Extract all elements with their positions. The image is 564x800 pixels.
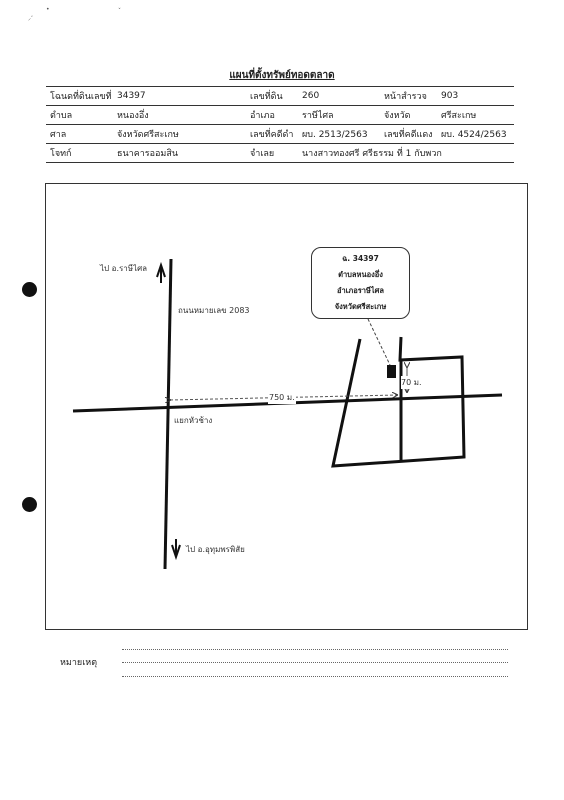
- table-row: [46, 106, 514, 125]
- property-callout: [311, 247, 410, 319]
- property-info-table: [46, 86, 514, 163]
- table-row: [46, 87, 514, 106]
- property-marker: [387, 365, 396, 378]
- info-label: โจทก์: [46, 144, 113, 163]
- info-label: เลขที่คดีดำ: [246, 125, 298, 144]
- info-label: หน้าสำรวจ: [380, 87, 437, 106]
- label-road-name: ถนนหมายเลข 2083: [178, 306, 250, 315]
- remarks-label: หมายเหตุ: [60, 658, 98, 668]
- callout-province: จังหวัดศรีสะเกษ: [334, 302, 387, 311]
- info-value: จังหวัดศรีสะเกษ: [113, 125, 246, 144]
- info-value: ราษีไศล: [298, 106, 380, 125]
- remarks-line: [122, 676, 508, 677]
- speck-mark: ˇ: [118, 8, 121, 15]
- info-value: หนองอึ่ง: [113, 106, 246, 125]
- remarks-line: [122, 662, 508, 663]
- info-label: ตำบล: [46, 106, 113, 125]
- info-value: ศรีสะเกษ: [437, 106, 514, 125]
- info-value: 34397: [113, 87, 246, 106]
- map-drawing: [46, 184, 529, 631]
- binder-hole: [22, 497, 37, 512]
- info-value: ธนาคารออมสิน: [113, 144, 246, 163]
- label-distance-750: 750 ม.: [269, 393, 295, 402]
- info-label: อำเภอ: [246, 106, 298, 125]
- info-value: ผบ. 2513/2563: [298, 125, 380, 144]
- remarks-line: [122, 649, 508, 650]
- callout-subdistrict: ตำบลหนองอึ่ง: [338, 270, 383, 279]
- label-junction: แยกหัวช้าง: [174, 416, 213, 425]
- info-label: จำเลย: [246, 144, 298, 163]
- callout-leader: [368, 319, 390, 365]
- speck-mark: •: [46, 6, 50, 13]
- info-value: 903: [437, 87, 514, 106]
- table-row: [46, 144, 514, 163]
- label-distance-70: 70 ม.: [401, 378, 422, 387]
- info-value: ผบ. 4524/2563: [437, 125, 514, 144]
- label-to-uthumphon: ไป อ.อุทุมพรพิสัย: [186, 545, 245, 554]
- label-to-rasi-salai: ไป อ.ราษีไศล: [100, 264, 148, 273]
- info-value: 260: [298, 87, 380, 106]
- callout-district: อำเภอราษีไศล: [336, 286, 385, 295]
- binder-hole: [22, 282, 37, 297]
- page-title: แผนที่ตั้งทรัพย์ทอดตลาด: [229, 70, 335, 81]
- speck-mark: ⸝ʼ: [28, 15, 33, 22]
- info-label: จังหวัด: [380, 106, 437, 125]
- info-label: ศาล: [46, 125, 113, 144]
- location-map: [45, 183, 528, 630]
- info-value: นางสาวทองศรี ศรีธรรม ที่ 1 กับพวก: [298, 144, 514, 163]
- info-label: โฉนดที่ดินเลขที่: [46, 87, 113, 106]
- info-label: เลขที่ดิน: [246, 87, 298, 106]
- info-label: เลขที่คดีแดง: [380, 125, 437, 144]
- road-2083-line: [165, 259, 171, 569]
- table-row: [46, 125, 514, 144]
- callout-deed: ฉ. 34397: [342, 254, 379, 263]
